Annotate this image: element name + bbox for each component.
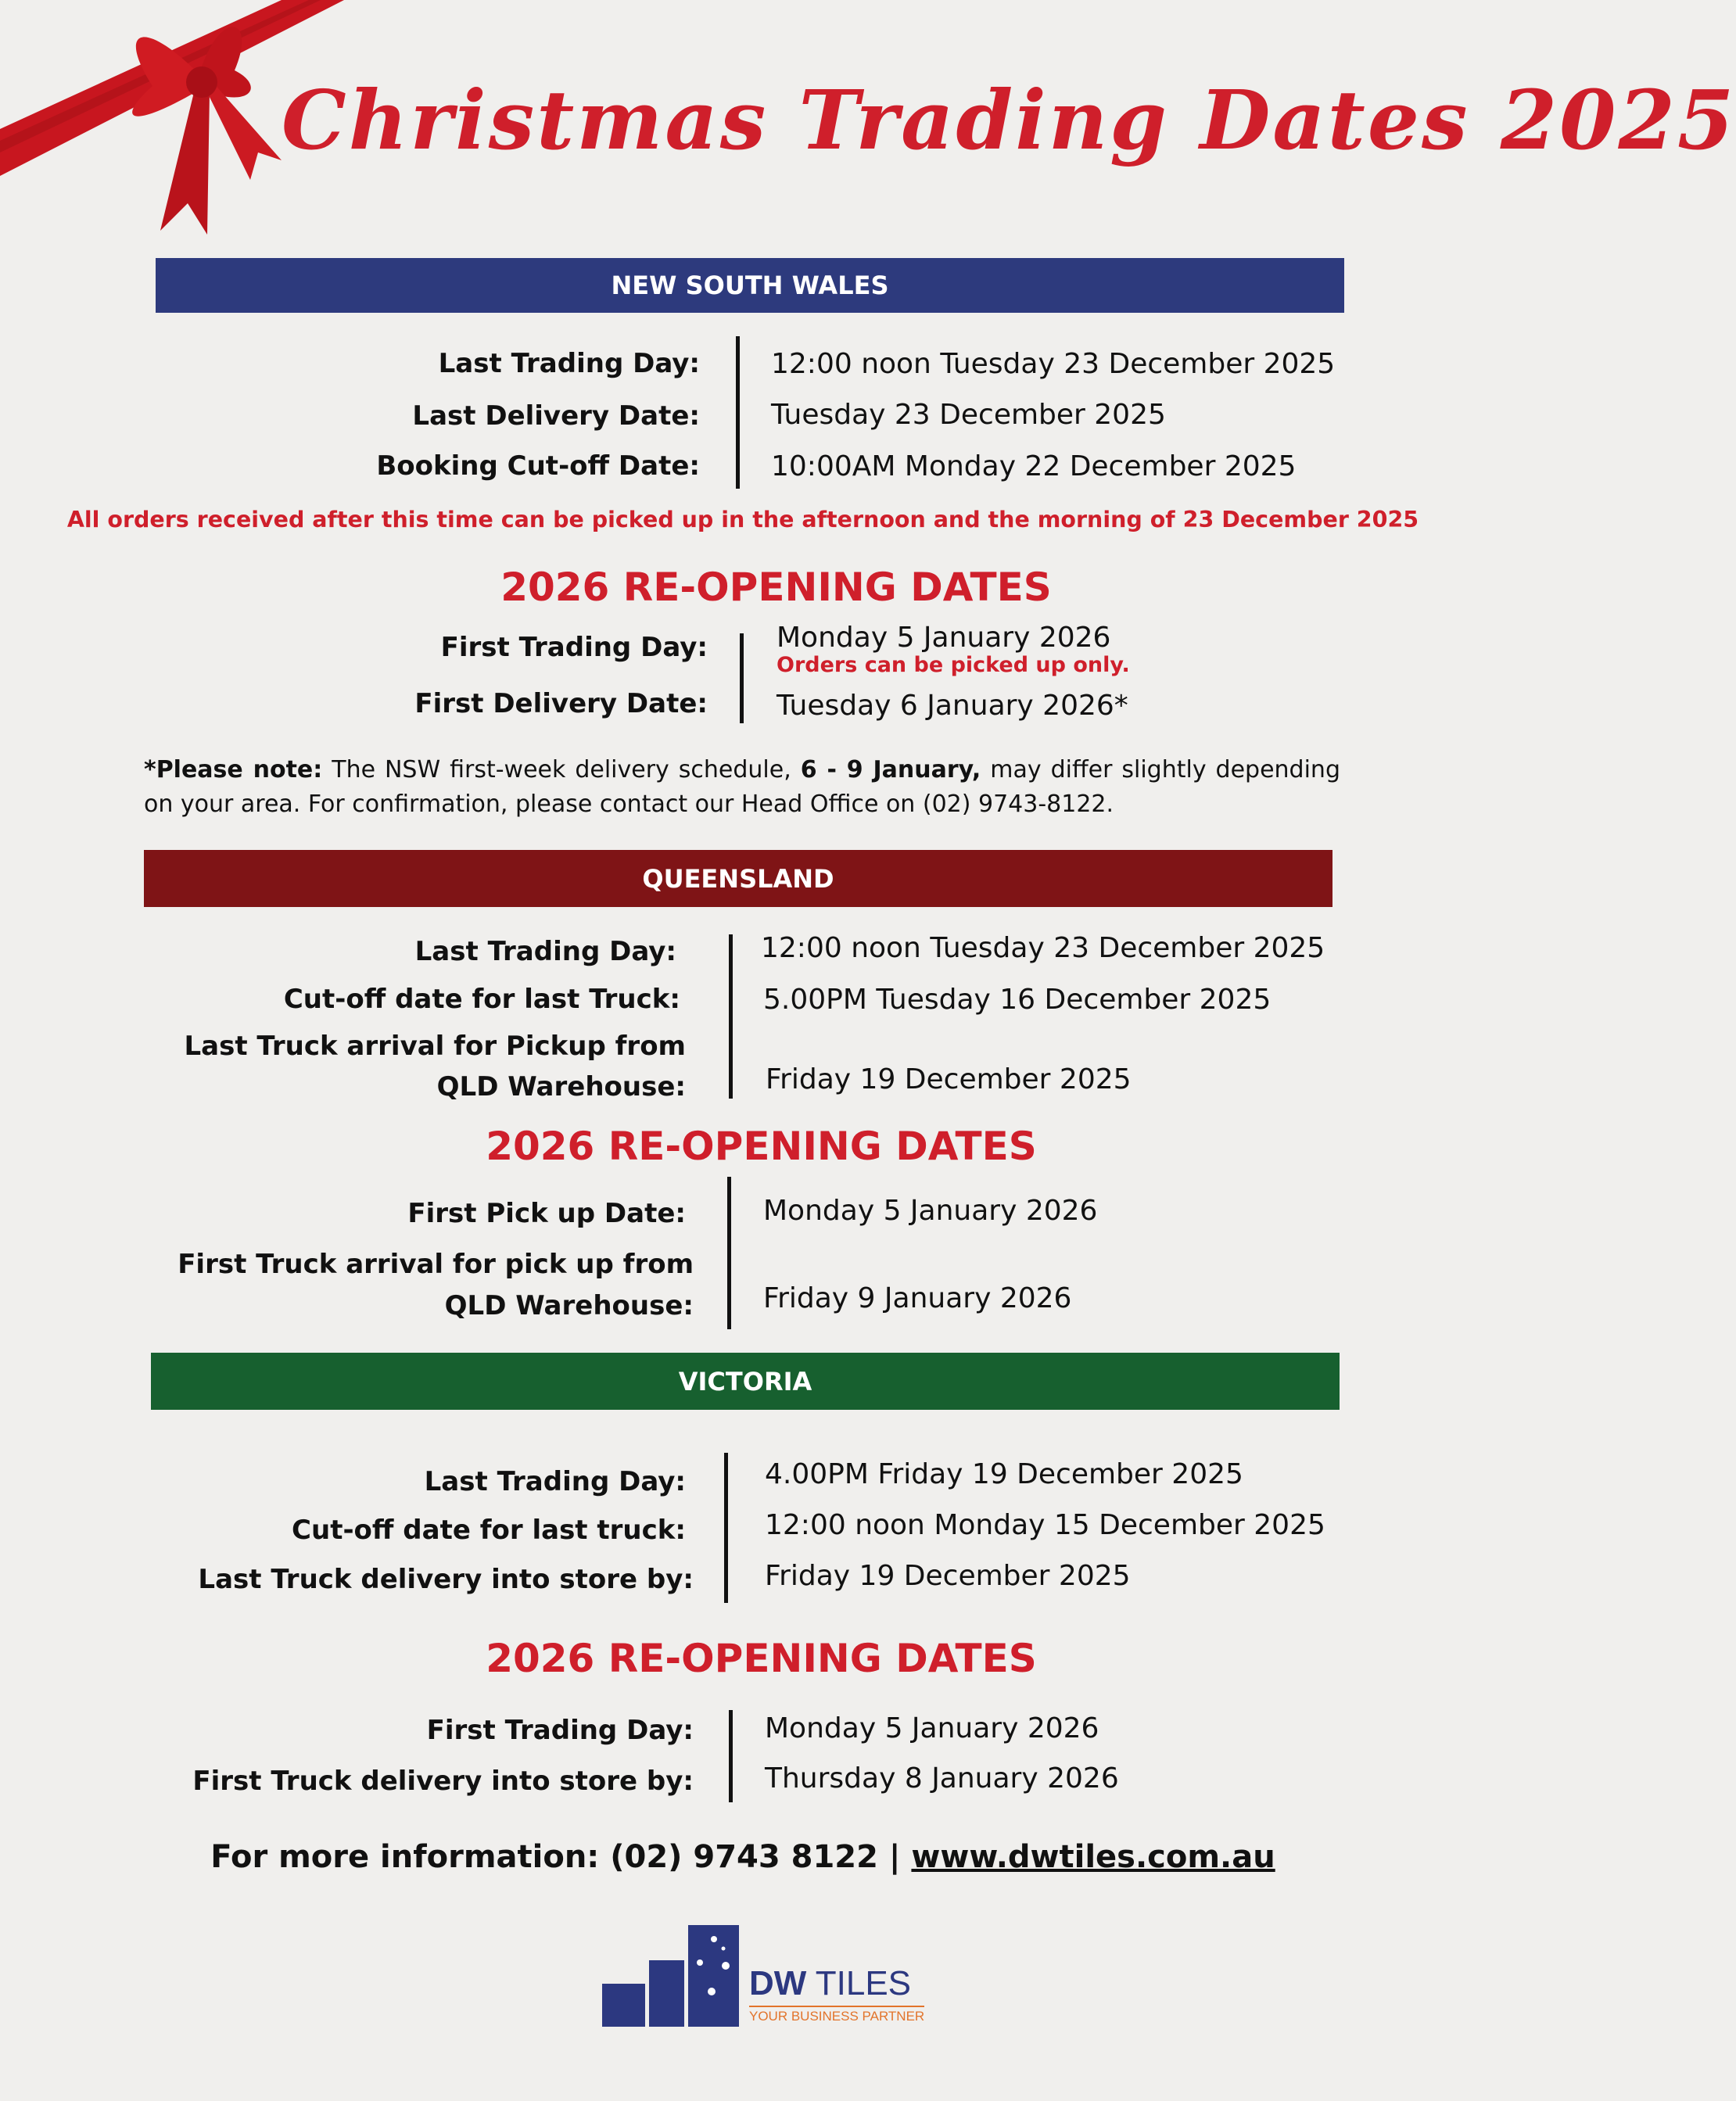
nsw-last-delivery-value: Tuesday 23 December 2025 — [771, 399, 1166, 431]
website-link[interactable]: www.dwtiles.com.au — [911, 1839, 1275, 1875]
qld-last-trading-label: Last Trading Day: — [414, 936, 676, 967]
nsw-last-delivery-label: Last Delivery Date: — [412, 400, 700, 432]
logo-wordmark — [749, 1964, 911, 2003]
contact-text: For more information: (02) 9743 8122 | — [210, 1839, 912, 1875]
vic-last-trading-label: Last Trading Day: — [424, 1466, 686, 1497]
qld-reopening-heading: 2026 RE-OPENING DATES — [486, 1124, 1037, 1169]
qld-last-truck-arrival-value: Friday 19 December 2025 — [766, 1063, 1132, 1095]
nsw-first-trading-label: First Trading Day: — [440, 632, 708, 663]
logo-buildings-icon — [602, 1925, 739, 2027]
nsw-heading: NEW SOUTH WALES — [156, 258, 1344, 313]
vic-first-truck-delivery-value: Thursday 8 January 2026 — [765, 1762, 1119, 1794]
page-title: Christmas Trading Dates 2025 — [282, 72, 1736, 168]
vic-reopen-divider — [729, 1710, 733, 1802]
qld-last-trading-value: 12:00 noon Tuesday 23 December 2025 — [761, 932, 1325, 964]
qld-heading: QUEENSLAND — [144, 850, 1332, 907]
note-lead: *Please note: — [144, 756, 323, 783]
nsw-booking-cutoff-label: Booking Cut-off Date: — [376, 450, 700, 482]
nsw-divider — [736, 336, 740, 489]
qld-first-truck-arrival-label-1: First Truck arrival for pick up from — [178, 1249, 694, 1280]
nsw-reopening-heading: 2026 RE-OPENING DATES — [500, 565, 1052, 610]
note-text-2: may differ slightly depending on your area. For confirmation, please contact our Head Office on (02) 9743-8122. — [144, 756, 1340, 818]
vic-first-truck-delivery-label: First Truck delivery into store by: — [192, 1766, 694, 1797]
vic-heading: VICTORIA — [151, 1353, 1340, 1410]
logo-tagline: YOUR BUSINESS PARTNER — [749, 2006, 924, 2024]
qld-divider — [729, 934, 733, 1099]
vic-truck-cutoff-value: 12:00 noon Monday 15 December 2025 — [765, 1509, 1325, 1541]
nsw-pickup-only-note: Orders can be picked up only. — [777, 653, 1130, 677]
dw-tiles-logo — [602, 1925, 931, 2027]
qld-last-truck-arrival-label-1: Last Truck arrival for Pickup from — [184, 1031, 686, 1062]
vic-first-trading-value: Monday 5 January 2026 — [765, 1712, 1099, 1744]
qld-first-truck-arrival-value: Friday 9 January 2026 — [763, 1282, 1072, 1314]
vic-last-truck-delivery-label: Last Truck delivery into store by: — [198, 1564, 694, 1595]
vic-truck-cutoff-label: Cut-off date for last truck: — [292, 1515, 686, 1546]
nsw-reopen-divider — [740, 633, 744, 723]
vic-last-trading-value: 4.00PM Friday 19 December 2025 — [765, 1458, 1243, 1490]
qld-reopen-divider — [727, 1177, 731, 1329]
qld-first-truck-arrival-label-2: QLD Warehouse: — [444, 1290, 694, 1321]
contact-footer — [0, 1839, 1486, 1875]
qld-truck-cutoff-label: Cut-off date for last Truck: — [283, 984, 680, 1015]
nsw-first-delivery-value: Tuesday 6 January 2026* — [777, 690, 1128, 722]
nsw-pickup-notice: All orders received after this time can be picked up in the afternoon and the morning of 23 December 2025 — [66, 507, 1419, 532]
vic-first-trading-label: First Trading Day: — [426, 1715, 694, 1746]
nsw-last-trading-label: Last Trading Day: — [438, 348, 700, 379]
logo-brand-bold: DW — [749, 1964, 807, 2002]
note-date-range: 6 - 9 January, — [800, 756, 981, 783]
vic-divider — [724, 1453, 728, 1603]
logo-brand-rest: TILES — [806, 1964, 912, 2002]
qld-first-pickup-value: Monday 5 January 2026 — [763, 1195, 1098, 1227]
vic-last-truck-delivery-value: Friday 19 December 2025 — [765, 1560, 1131, 1592]
qld-first-pickup-label: First Pick up Date: — [407, 1198, 686, 1229]
vic-reopening-heading: 2026 RE-OPENING DATES — [486, 1636, 1037, 1681]
qld-last-truck-arrival-label-2: QLD Warehouse: — [436, 1071, 686, 1102]
nsw-first-trading-value: Monday 5 January 2026 — [777, 622, 1111, 654]
nsw-please-note — [144, 753, 1340, 822]
nsw-last-trading-value: 12:00 noon Tuesday 23 December 2025 — [771, 348, 1336, 380]
nsw-first-delivery-label: First Delivery Date: — [414, 688, 708, 719]
note-text-1: The NSW first-week delivery schedule, — [322, 756, 801, 783]
qld-truck-cutoff-value: 5.00PM Tuesday 16 December 2025 — [763, 984, 1272, 1016]
nsw-booking-cutoff-value: 10:00AM Monday 22 December 2025 — [771, 450, 1297, 482]
